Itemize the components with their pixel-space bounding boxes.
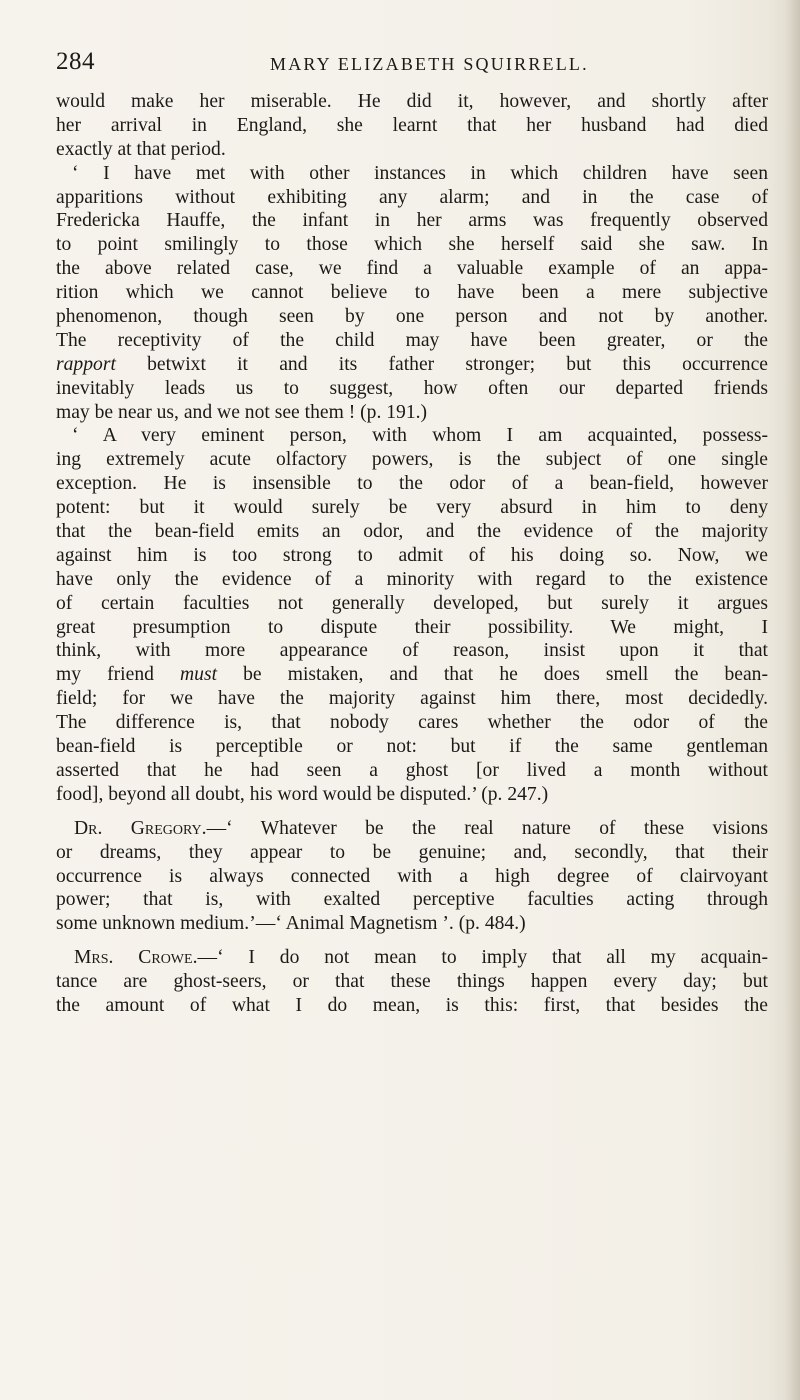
- text-line: may be near us, and we not see them ! (p. 191.): [56, 401, 428, 423]
- text-line: have only the evidence of a minority with regard to the existence: [56, 568, 768, 590]
- text-line: think, with more appearance of reason, insist upon it that: [56, 640, 768, 662]
- text-line: to point smilingly to those which she herself said she saw. In: [56, 234, 768, 256]
- text-line: occurrence is always connected with a high degree of clairvoyant: [56, 865, 768, 887]
- line-rest: betwixt it and its father stronger; but this occurrence: [115, 353, 768, 375]
- text-line: [56, 946, 768, 970]
- page-edge-shadow: [786, 0, 800, 1400]
- running-title: MARY ELIZABETH SQUIRRELL.: [270, 54, 589, 74]
- text-line: ‘ A very eminent person, with whom I am acquainted, possess-: [72, 425, 768, 447]
- text-line: the amount of what I do mean, is this: first, that besides the: [56, 994, 768, 1016]
- paragraph-gap: [56, 936, 768, 946]
- text-line: phenomenon, though seen by one person and not by another.: [56, 306, 768, 328]
- text-line: potent: but it would surely be very absurd in him to deny: [56, 497, 768, 519]
- text-line: apparitions without exhibiting any alarm; and in the case of: [56, 186, 768, 208]
- line-rest: be mistaken, and that he does smell the bean-: [217, 664, 768, 686]
- paragraph-gap: [56, 807, 768, 817]
- text-line: ing extremely acute olfactory powers, is the subject of one single: [56, 449, 768, 471]
- text-line: Fredericka Hauffe, the infant in her arms was frequently observed: [56, 210, 768, 232]
- text-line: exception. He is insensible to the odor of a bean-field, however: [56, 473, 768, 495]
- line-rest: —‘ I do not mean to imply that all my acquain-: [197, 947, 768, 969]
- text-line: The difference is, that nobody cares whether the odor of the: [56, 712, 768, 734]
- text-line: or dreams, they appear to be genuine; and, secondly, that their: [56, 841, 768, 863]
- text-line: field; for we have the majority against him there, most decidedly.: [56, 688, 768, 710]
- italic-word: rapport: [56, 353, 116, 375]
- text-line: rition which we cannot believe to have been a mere subjective: [56, 282, 768, 304]
- text-line: against him is too strong to admit of his doing so. Now, we: [56, 544, 768, 566]
- text-line: bean-field is perceptible or not: but if the same gentleman: [56, 736, 768, 758]
- italic-word: must: [180, 664, 218, 686]
- running-head: [56, 48, 768, 82]
- body-text: [56, 90, 768, 1018]
- text-line: the above related case, we find a valuable example of an appa-: [56, 258, 768, 280]
- text-line: tance are ghost-seers, or that these things happen every day; but: [56, 971, 768, 993]
- line-rest: —‘ Whatever be the real nature of these visions: [206, 817, 768, 839]
- text-line: her arrival in England, she learnt that her husband had died: [56, 114, 768, 136]
- text-line: ‘ I have met with other instances in which children have seen: [72, 162, 768, 184]
- text-line: would make her miserable. He did it, however, and shortly after: [56, 91, 768, 112]
- text-line: food], beyond all doubt, his word would be disputed.’ (p. 247.): [56, 783, 549, 805]
- text-line: great presumption to dispute their possibility. We might, I: [56, 616, 768, 638]
- text-line: [56, 663, 768, 687]
- text-line: [56, 817, 768, 841]
- text-line: inevitably leads us to suggest, how often our departed friends: [56, 377, 768, 399]
- text-line: asserted that he had seen a ghost [or lived a month without: [56, 759, 768, 781]
- speaker-name: Dr. Gregory.: [74, 817, 207, 839]
- text-line: [56, 353, 768, 377]
- text-line: of certain faculties not generally developed, but surely it argues: [56, 592, 768, 614]
- speaker-name: Mrs. Crowe.: [74, 947, 198, 969]
- text-line: some unknown medium.’—‘ Animal Magnetism ’. (p. 484.): [56, 913, 526, 935]
- page-number: 284: [56, 48, 95, 75]
- line-start: my friend: [56, 664, 181, 686]
- text-line: power; that is, with exalted perceptive faculties acting through: [56, 889, 768, 911]
- text-line: exactly at that period.: [56, 138, 226, 160]
- text-line: The receptivity of the child may have been greater, or the: [56, 329, 768, 351]
- text-line: that the bean-field emits an odor, and the evidence of the majority: [56, 521, 768, 543]
